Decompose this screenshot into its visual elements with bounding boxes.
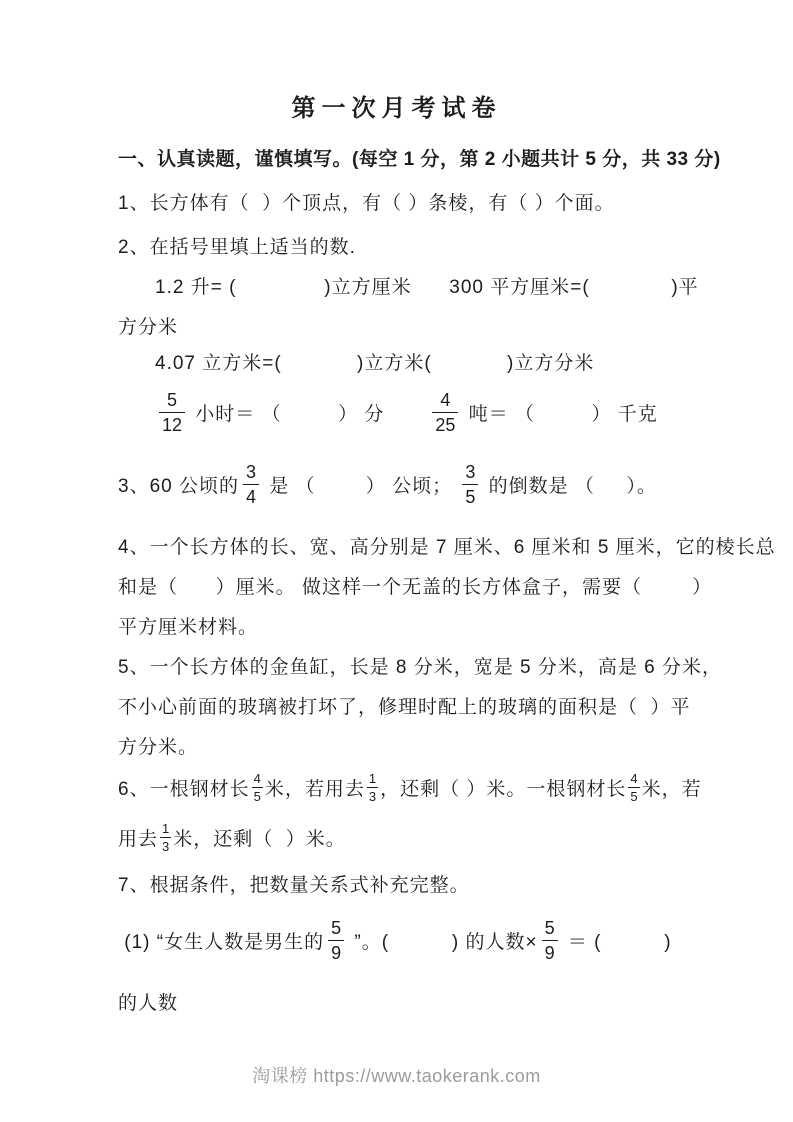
fraction-numerator: 4 <box>630 770 638 786</box>
fraction-numerator: 5 <box>167 389 178 410</box>
text-run: 平方厘米材料。 <box>118 616 259 638</box>
question-4-line2 <box>118 568 712 602</box>
fraction-numerator: 5 <box>331 917 342 938</box>
question-3 <box>118 452 657 516</box>
fraction-denominator: 4 <box>243 484 259 506</box>
fraction <box>628 772 639 803</box>
text-run: 7、根据条件，把数量关系式补充完整。 <box>118 874 470 896</box>
question-2-row1 <box>155 268 699 302</box>
question-5-line2 <box>118 688 691 722</box>
question-6-line1 <box>118 762 702 812</box>
question-7-intro <box>118 866 470 900</box>
fraction <box>159 391 185 434</box>
fraction <box>243 463 259 506</box>
text-run: 5、一个长方体的金鱼缸，长是 8 分米，宽是 5 分米，高是 6 分米， <box>118 656 722 678</box>
fraction-denominator: 25 <box>432 412 458 434</box>
fraction <box>252 772 263 803</box>
question-4-line3 <box>118 608 258 642</box>
text-run: 方分米。 <box>118 736 199 758</box>
question-2-intro <box>118 228 356 262</box>
fraction <box>462 463 478 506</box>
fraction-numerator: 5 <box>544 917 555 938</box>
question-2-row2 <box>118 308 178 342</box>
text-run: 1.2 升= ( )立方厘米 300 平方厘米=( )平 <box>155 276 699 298</box>
fraction <box>542 919 558 962</box>
text-run: 3、60 公顷的 <box>118 475 239 497</box>
fraction-denominator: 9 <box>542 940 558 962</box>
text-run: 的人数 <box>118 992 179 1014</box>
text-run: 1、长方体有（ ）个顶点，有（ ）条棱，有（ ）个面。 <box>118 192 615 214</box>
question-2-row4 <box>155 380 658 444</box>
text-run: 米，若 <box>641 778 702 800</box>
question-5-line1 <box>118 648 722 682</box>
fraction-denominator: 5 <box>462 484 478 506</box>
fraction-denominator: 3 <box>162 838 170 854</box>
fraction <box>328 919 344 962</box>
fraction-numerator: 3 <box>465 461 476 482</box>
fraction <box>160 822 171 853</box>
fraction-numerator: 4 <box>253 770 261 786</box>
text-run: 是 （ ） 公顷； <box>263 475 459 497</box>
text-run: 4、一个长方体的长、宽、高分别是 7 厘米、6 厘米和 5 厘米，它的棱长总 <box>118 536 776 558</box>
fraction-denominator: 3 <box>368 788 377 804</box>
question-1 <box>118 184 615 218</box>
fraction-numerator: 4 <box>440 389 451 410</box>
text-run: 方分米 <box>118 316 179 338</box>
fraction-denominator: 12 <box>159 412 185 434</box>
question-7-item1 <box>118 900 672 980</box>
text-run: ”。( ) 的人数× <box>348 931 538 953</box>
text-run: 2、在括号里填上适当的数. <box>118 236 356 258</box>
text-run: 用去 <box>118 828 159 850</box>
text-run: 和是（ ）厘米。 做这样一个无盖的长方体盒子，需要（ ） <box>118 576 713 598</box>
fraction-denominator: 5 <box>253 788 261 804</box>
text-run: 6、一根钢材长 <box>118 778 250 800</box>
text-run: 吨＝ （ ） 千克 <box>462 403 658 425</box>
text-run: (1) “女生人数是男生的 <box>118 931 325 953</box>
text-run: 米，若用去 <box>264 778 365 800</box>
fraction-numerator: 3 <box>245 461 256 482</box>
question-4-line1 <box>118 528 776 562</box>
question-7-cont <box>118 984 178 1018</box>
question-2-row3 <box>155 344 594 378</box>
text-run: 4.07 立方米=( )立方米( )立方分米 <box>155 352 595 374</box>
text-run: 米，还剩（ ）米。 <box>173 828 346 850</box>
question-6-line2 <box>118 812 346 862</box>
section-heading: 一、认真读题，谨慎填写。(每空 1 分，第 2 小题共计 5 分，共 33 分) <box>118 148 721 170</box>
fraction-denominator: 5 <box>630 788 638 804</box>
fraction-numerator: 1 <box>162 820 170 836</box>
text-run: 小时＝ （ ） 分 <box>189 403 429 425</box>
text-run: 不小心前面的玻璃被打坏了，修理时配上的玻璃的面积是（ ）平 <box>118 696 691 718</box>
text-run: ＝ ( ) <box>561 931 672 953</box>
page-title: 第一次月考试卷 <box>291 95 502 122</box>
fraction-numerator: 1 <box>368 770 377 786</box>
text-run: 的倒数是 （ ）。 <box>482 475 657 497</box>
fraction <box>432 391 458 434</box>
text-run: ，还剩（ ）米。一根钢材长 <box>380 778 627 800</box>
question-5-line3 <box>118 728 198 762</box>
footer-watermark: 淘课榜 https://www.taokerank.com <box>252 1066 541 1086</box>
fraction <box>367 772 378 803</box>
fraction-denominator: 9 <box>328 940 344 962</box>
